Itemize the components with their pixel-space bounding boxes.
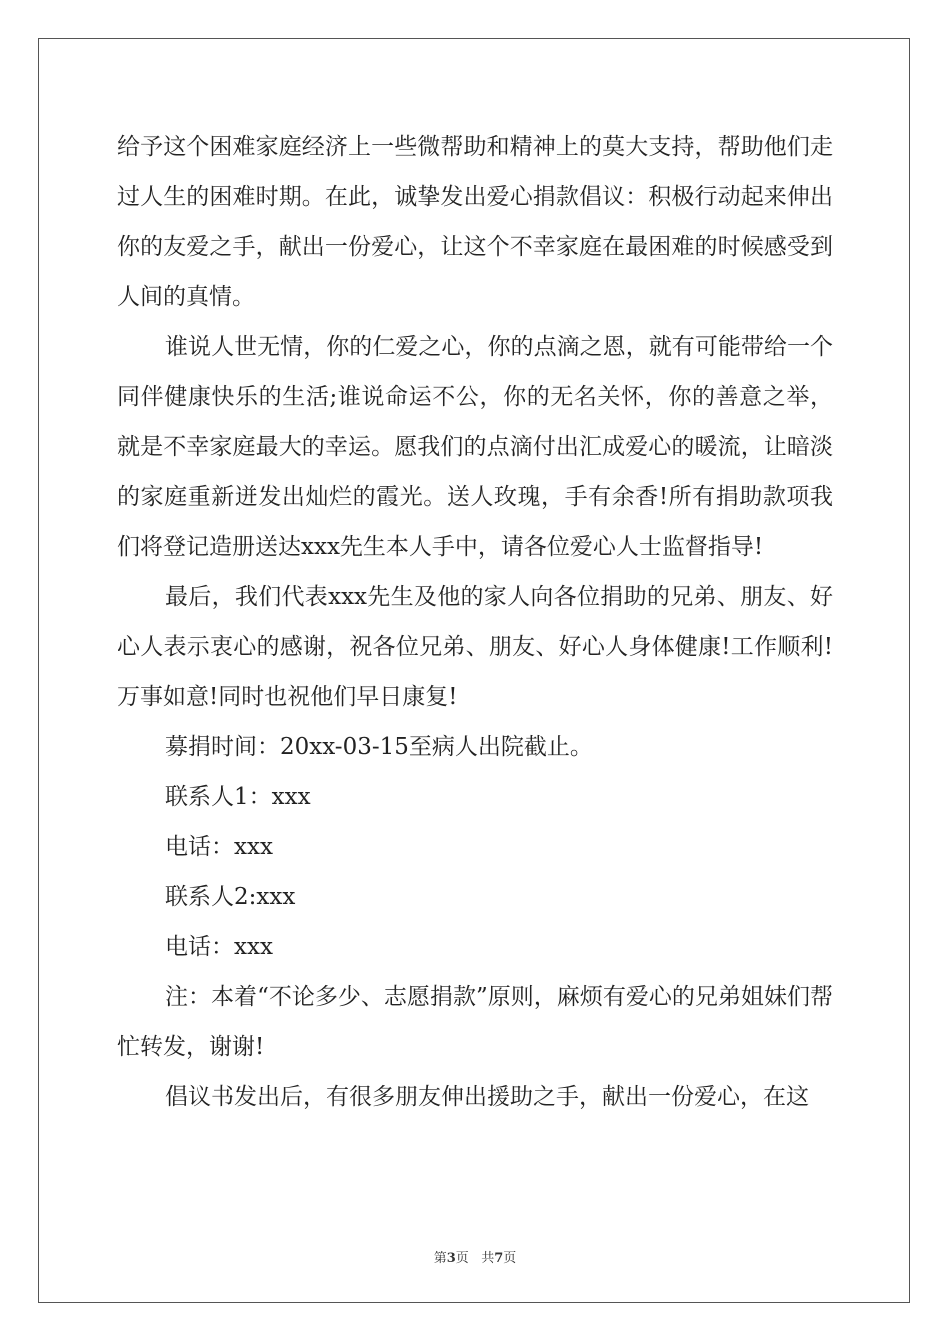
paragraph-2: 谁说人世无情，你的仁爱之心，你的点滴之恩，就有可能带给一个同伴健康快乐的生活;谁说命运不公，你的无名关怀，你的善意之举，就是不幸家庭最大的幸运。愿我们的点滴付出汇成爱心的暖流，让暗淡的家庭重新迸发出灿烂的霞光。送人玫瑰，手有余香!所有捐助款项我们将登记造册送达xxx先生本人手中，请各位爱心人士监督指导! (117, 334, 833, 560)
contact-1: 联系人1：xxx (165, 784, 311, 810)
paragraph-3: 最后，我们代表xxx先生及他的家人向各位捐助的兄弟、朋友、好心人表示衷心的感谢，祝各位兄弟、朋友、好心人身体健康!工作顺利!万事如意!同时也祝他们早日康复! (117, 584, 833, 710)
phone-2: 电话：xxx (165, 934, 273, 960)
donation-period: 募捐时间：20xx-03-15至病人出院截止。 (165, 734, 593, 760)
total-pages: 7 (494, 1251, 504, 1266)
page-prefix: 第 (433, 1251, 447, 1266)
page-footer (0, 1247, 950, 1266)
paragraph-1: 给予这个困难家庭经济上一些微帮助和精神上的莫大支持，帮助他们走过人生的困难时期。在此，诚挚发出爱心捐款倡议：积极行动起来伸出你的友爱之手，献出一份爱心，让这个不幸家庭在最困难的时候感受到人间的真情。 (117, 134, 833, 310)
total-suffix: 页 (503, 1251, 517, 1266)
total-prefix: 共 (481, 1251, 495, 1266)
document-body (117, 122, 833, 1122)
note-paragraph: 注：本着“不论多少、志愿捐款”原则，麻烦有爱心的兄弟姐妹们帮忙转发，谢谢! (117, 984, 833, 1060)
paragraph-last: 倡议书发出后，有很多朋友伸出援助之手，献出一份爱心，在这 (165, 1084, 809, 1110)
phone-1: 电话：xxx (165, 834, 273, 860)
page-number: 3 (446, 1251, 456, 1266)
page-suffix: 页 (455, 1251, 469, 1266)
contact-2: 联系人2:xxx (165, 884, 296, 910)
